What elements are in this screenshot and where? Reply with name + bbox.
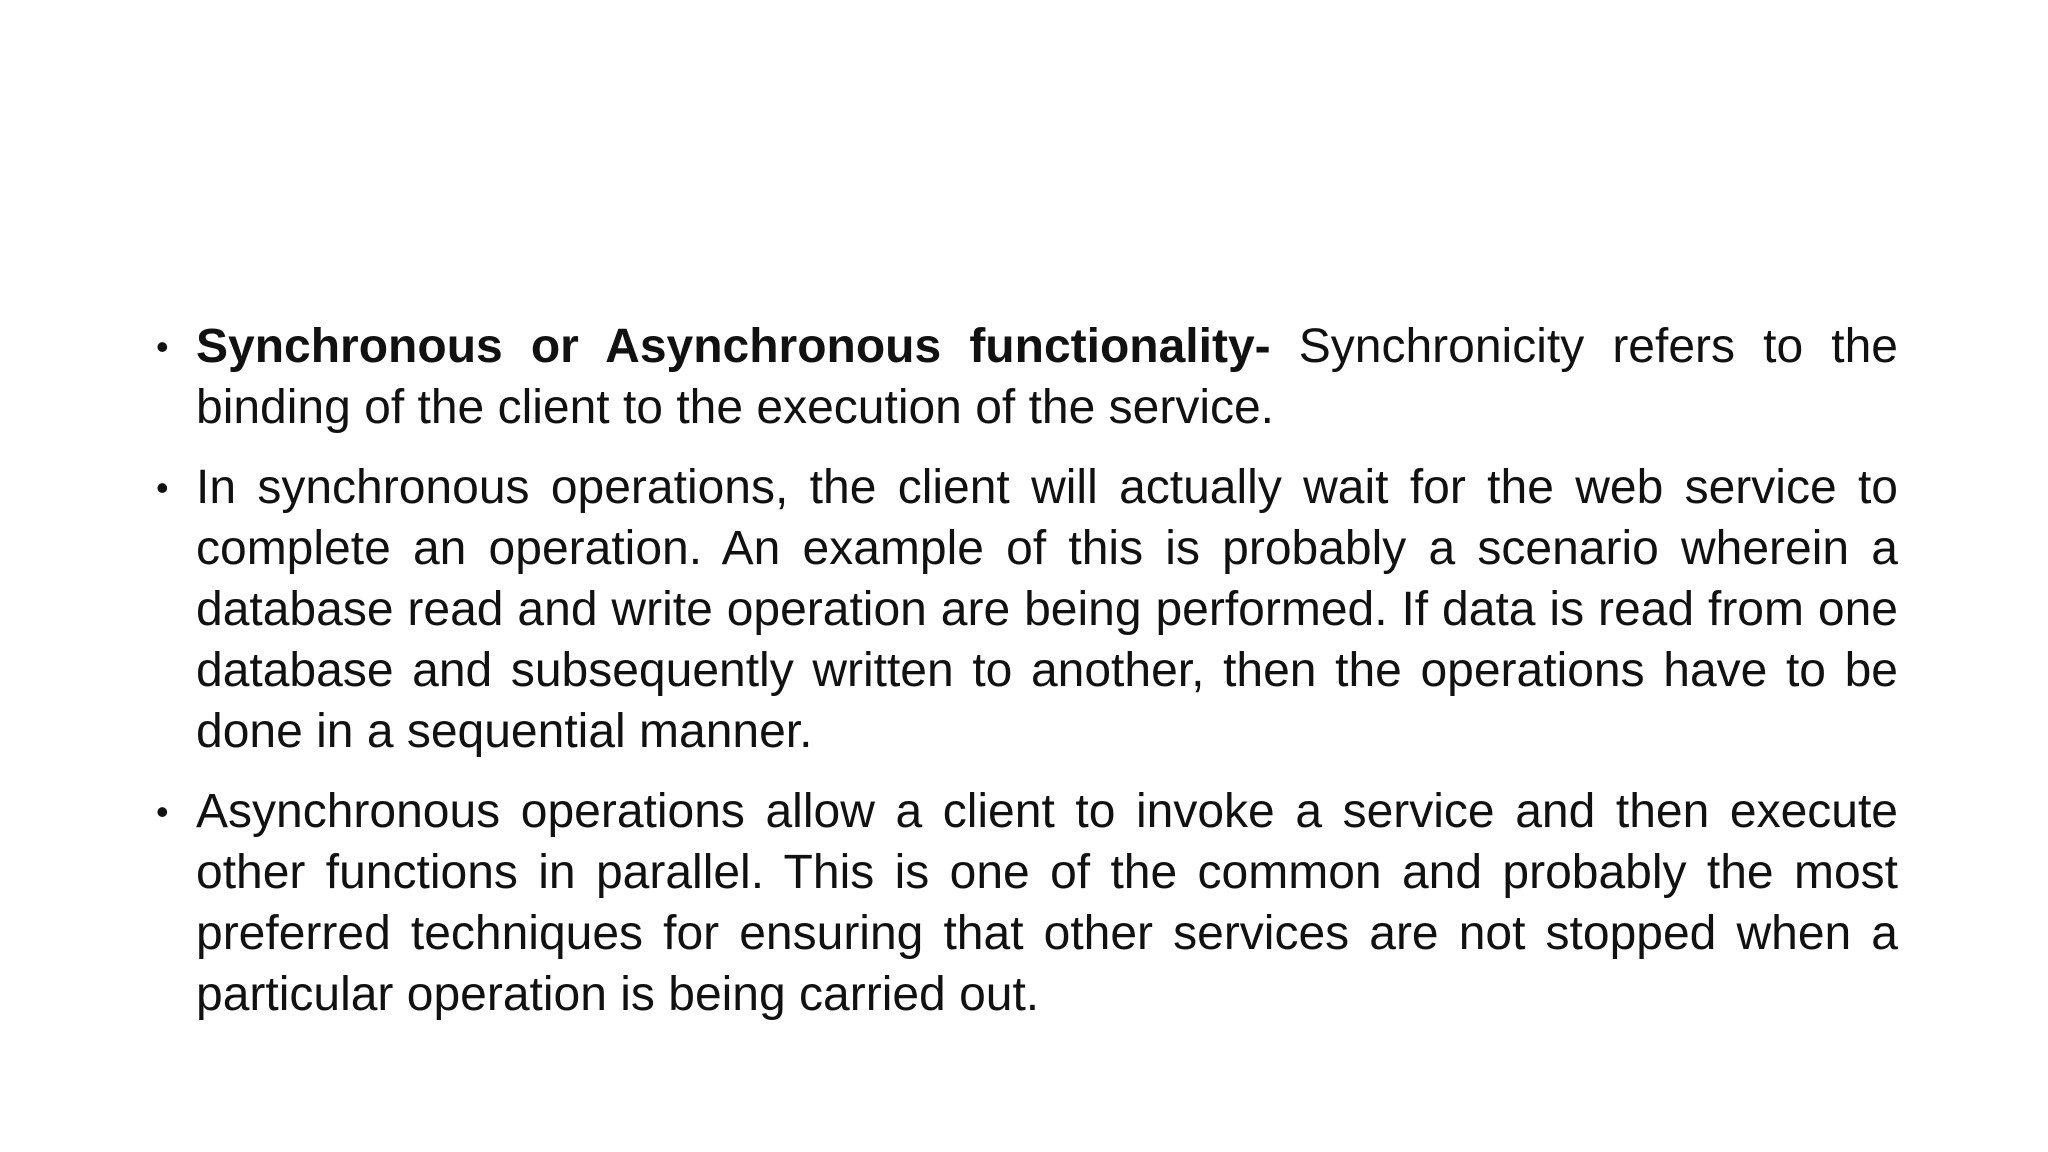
bullet-icon: • [156,791,169,832]
bullet-body-text: Asynchronous operations allow a client to invoke a service and then execute other functions in parallel. This is one of the common and probably the most preferred techniques for ensuring that other services are not stopped when a particular operation is being carried out. [196,785,1898,1021]
bullet-body-text: Synchronicity refers to the binding of the client to the execution of the service. [196,320,1898,434]
bullet-body-text: In synchronous operations, the client will actually wait for the web service to complete an operation. An example of this is probably a scenario wherein a database read and write operation are being performed. If data is read from one database and subsequently written to another, then the operations have to be done in a sequential manner. [196,461,1898,758]
bullet-item-synchronicity [152,316,1898,438]
bullet-list [152,316,1898,1025]
slide-content [152,316,1898,1025]
bullet-icon: • [156,326,169,367]
bullet-item-asynchronous-operations [152,781,1898,1025]
bullet-lead-text: Synchronous or Asynchronous functionality- [196,320,1271,373]
bullet-icon: • [156,467,169,508]
bullet-item-synchronous-operations [152,457,1898,762]
